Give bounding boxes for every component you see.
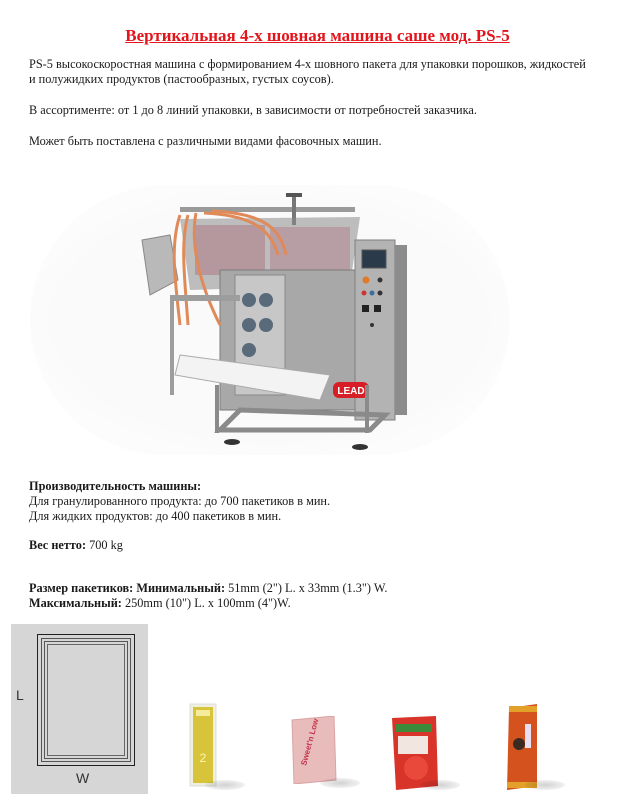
performance-granular: Для гранулированного продукта: до 700 пакетиков в мин.: [29, 494, 331, 508]
yellow-stick-sachet: [188, 702, 218, 788]
size-max-value: 250mm (10") L. x 100mm (4")W.: [121, 596, 291, 610]
intro-paragraph: [29, 57, 619, 87]
width-label: W: [76, 770, 90, 786]
performance-liquid: Для жидких продуктов: до 400 пакетиков в мин.: [29, 509, 282, 523]
length-label: L: [16, 687, 24, 703]
size-min-label: Минимальный:: [133, 581, 226, 595]
ketchup-sachet: [390, 716, 440, 790]
options-text: Может быть поставлена с различными видами фасовочных машин.: [29, 134, 382, 148]
page-title: Вертикальная 4-х шовная машина саше мод. PS-5: [125, 26, 510, 45]
bag-outline: [37, 634, 135, 766]
pink-sugar-sachet: [290, 716, 338, 784]
weight-value: 700 kg: [86, 538, 123, 552]
intro-line-2: и полужидких продуктов (пастообразных, густых соусов).: [29, 72, 334, 86]
bag-dimension-diagram: [11, 624, 148, 794]
brand-label: LEAD: [337, 386, 365, 397]
svg-text:Sweet'n Low: Sweet'n Low: [299, 717, 321, 767]
assortment-text: В ассортименте: от 1 до 8 линий упаковки, в зависимости от потребностей заказчика.: [29, 103, 477, 117]
size-section: [29, 581, 619, 611]
intro-line-1: PS-5 высокоскоростная машина с формированием 4-х шовного пакета для упаковки порошков, жидкостей: [29, 57, 586, 71]
orange-stick-sachet: [505, 704, 541, 790]
size-min-value: 51mm (2") L. x 33mm (1.3") W.: [225, 581, 388, 595]
performance-heading: Производительность машины:: [29, 479, 202, 493]
weight-line: [29, 538, 619, 553]
performance-section: [29, 479, 619, 524]
size-label: Размер пакетиков:: [29, 581, 134, 595]
svg-text:2: 2: [199, 751, 207, 765]
weight-label: Вес нетто:: [29, 538, 87, 552]
size-max-label: Максимальный:: [29, 596, 122, 610]
machine-photo: [30, 185, 510, 455]
